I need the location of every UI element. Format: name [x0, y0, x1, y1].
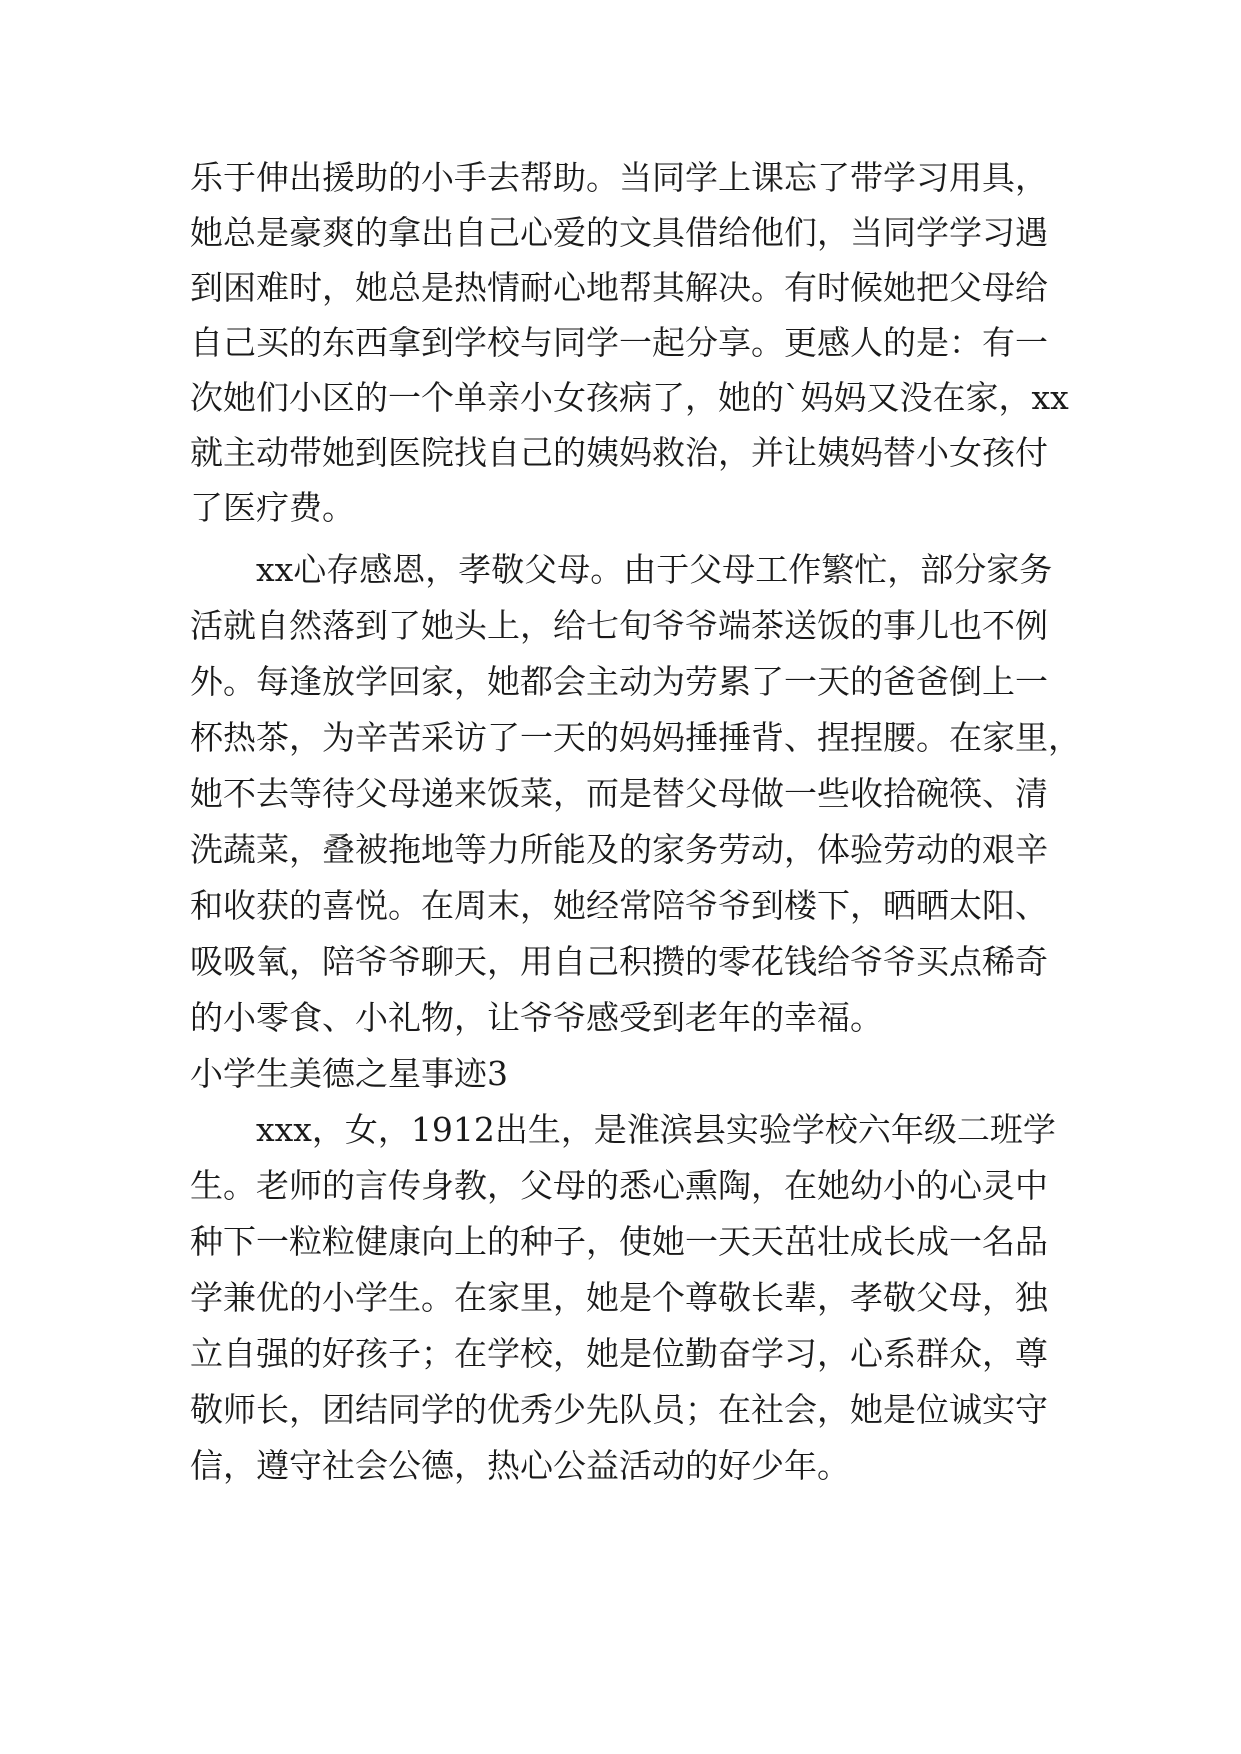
text-line: 和收获的喜悦。在周末，她经常陪爷爷到楼下，晒晒太阳、: [190, 886, 1048, 925]
text-line: 学兼优的小学生。在家里，她是个尊敬长辈，孝敬父母，独: [190, 1278, 1048, 1317]
text-line: 杯热茶，为辛苦采访了一天的妈妈捶捶背、捏捏腰。在家里，: [190, 718, 1081, 757]
text-line: 活就自然落到了她头上，给七旬爷爷端茶送饭的事儿也不例: [190, 606, 1048, 645]
text-line: 自己买的东西拿到学校与同学一起分享。更感人的是：有一: [190, 323, 1048, 362]
text-line: 乐于伸出援助的小手去帮助。当同学上课忘了带学习用具，: [190, 158, 1048, 197]
text-line: 敬师长，团结同学的优秀少先队员；在社会，她是位诚实守: [190, 1390, 1048, 1429]
text-line: 生。老师的言传身教，父母的悉心熏陶，在她幼小的心灵中: [190, 1166, 1048, 1205]
text-line: 她总是豪爽的拿出自己心爱的文具借给他们，当同学学习遇: [190, 213, 1048, 252]
text-line: 立自强的好孩子；在学校，她是位勤奋学习，心系群众，尊: [190, 1334, 1048, 1373]
text-line: 了医疗费。: [190, 488, 355, 527]
text-line: 就主动带她到医院找自己的姨妈救治，并让姨妈替小女孩付: [190, 433, 1048, 472]
section-heading: 小学生美德之星事迹3: [190, 1054, 508, 1093]
text-line: 吸吸氧，陪爷爷聊天，用自己积攒的零花钱给爷爷买点稀奇: [190, 942, 1048, 981]
text-line: 外。每逢放学回家，她都会主动为劳累了一天的爸爸倒上一: [190, 662, 1048, 701]
text-line: 她不去等待父母递来饭菜，而是替父母做一些收拾碗筷、清: [190, 774, 1048, 813]
text-line: 洗蔬菜，叠被拖地等力所能及的家务劳动，体验劳动的艰辛: [190, 830, 1048, 869]
text-line: 种下一粒粒健康向上的种子，使她一天天茁壮成长成一名品: [190, 1222, 1048, 1261]
text-line: 的小零食、小礼物，让爷爷感受到老年的幸福。: [190, 998, 883, 1037]
text-line: 次她们小区的一个单亲小女孩病了，她的`妈妈又没在家，xx: [190, 378, 1069, 417]
paragraph-first-line: xxx，女，1912出生，是淮滨县实验学校六年级二班学: [256, 1110, 1056, 1149]
text-line: 到困难时，她总是热情耐心地帮其解决。有时候她把父母给: [190, 268, 1048, 307]
paragraph-first-line: xx心存感恩，孝敬父母。由于父母工作繁忙，部分家务: [256, 550, 1053, 589]
text-line: 信，遵守社会公德，热心公益活动的好少年。: [190, 1446, 850, 1485]
